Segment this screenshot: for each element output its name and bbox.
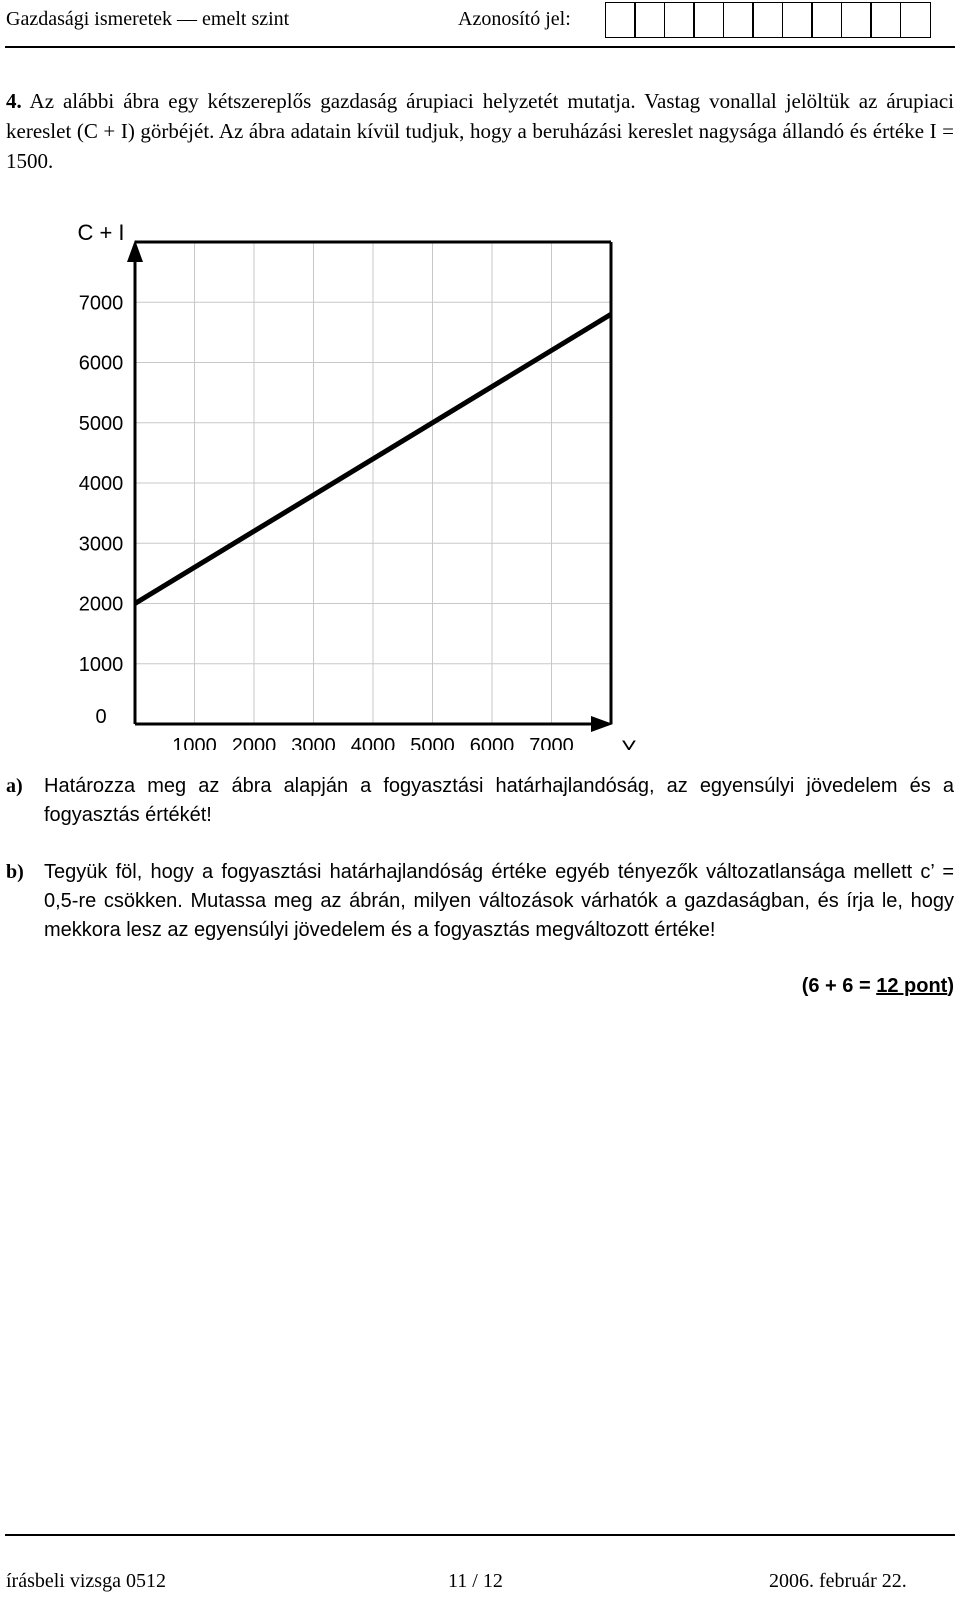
footer-page-number: 11 / 12 <box>448 1570 503 1592</box>
id-box[interactable] <box>723 2 754 38</box>
part-b <box>6 858 954 945</box>
id-boxes <box>606 2 931 38</box>
x-tick-label: 1000 <box>172 735 217 750</box>
y-tick-label: 3000 <box>78 533 124 556</box>
footer-rule <box>5 1534 955 1536</box>
x-axis-label: Y <box>621 736 637 750</box>
id-box[interactable] <box>900 2 931 38</box>
part-b-text: Tegyük föl, hogy a fogyasztási határhajlandóság értéke egyéb tényezők változatlansága mellett c’ = 0,5-re csökken. Mutassa meg az ábrán, milyen változások várhatók a gazdaságban, és írja le, hogy mekkora lesz az egyensúlyi jövedelem és a fogyasztás megváltozott értéke! <box>44 861 954 941</box>
question-text: Az alábbi ábra egy kétszereplős gazdaság árupiaci helyzetét mutatja. Vastag vonallal jelöltük az árupiaci kereslet (C + I) görbéjét. Az ábra adatain kívül tudjuk, hogy a beruházási kereslet nagysága állandó és értéke I = 1500. <box>6 89 954 173</box>
id-box[interactable] <box>634 2 665 38</box>
id-box[interactable] <box>664 2 695 38</box>
y-tick-label: 5000 <box>78 412 124 435</box>
x-tick-label: 3000 <box>291 735 336 750</box>
y-tick-label: 1000 <box>78 653 124 676</box>
part-b-label: b) <box>6 861 24 883</box>
question-number: 4. <box>6 89 22 113</box>
points-suffix: ) <box>947 975 954 997</box>
exam-subject: Gazdasági ismeretek — emelt szint <box>6 8 290 30</box>
id-box[interactable] <box>605 2 636 38</box>
chart-svg <box>0 210 960 750</box>
id-box[interactable] <box>782 2 813 38</box>
x-tick-label: 4000 <box>350 735 396 750</box>
x-tick-label: 6000 <box>469 735 515 750</box>
question-4 <box>6 86 954 176</box>
points-total <box>802 975 954 998</box>
page-header <box>0 0 960 50</box>
y-tick-label: 0 <box>95 706 107 728</box>
y-tick-label: 7000 <box>78 292 124 315</box>
y-tick-label: 6000 <box>78 352 124 375</box>
y-tick-label: 4000 <box>78 473 124 495</box>
part-a <box>6 772 954 830</box>
demand-chart <box>0 210 960 750</box>
id-box[interactable] <box>811 2 842 38</box>
points-value: 12 pont <box>876 975 948 997</box>
x-tick-label: 2000 <box>231 735 277 750</box>
id-label: Azonosító jel: <box>458 8 571 30</box>
y-axis-label: C + I <box>77 220 125 245</box>
footer-date: 2006. február 22. <box>769 1570 907 1592</box>
y-tick-label: 2000 <box>78 593 124 616</box>
id-box[interactable] <box>693 2 724 38</box>
x-tick-label: 5000 <box>410 735 455 750</box>
part-a-text: Határozza meg az ábra alapján a fogyasztási határhajlandóság, az egyensúlyi jövedelem és a fogyasztás értékét! <box>44 775 954 826</box>
footer-exam: írásbeli vizsga 0512 <box>6 1570 166 1592</box>
header-rule <box>5 46 955 48</box>
x-tick-label: 7000 <box>529 735 574 750</box>
id-box[interactable] <box>870 2 901 38</box>
part-a-label: a) <box>6 775 23 797</box>
id-box[interactable] <box>752 2 783 38</box>
points-prefix: (6 + 6 = <box>801 975 877 997</box>
id-box[interactable] <box>841 2 872 38</box>
